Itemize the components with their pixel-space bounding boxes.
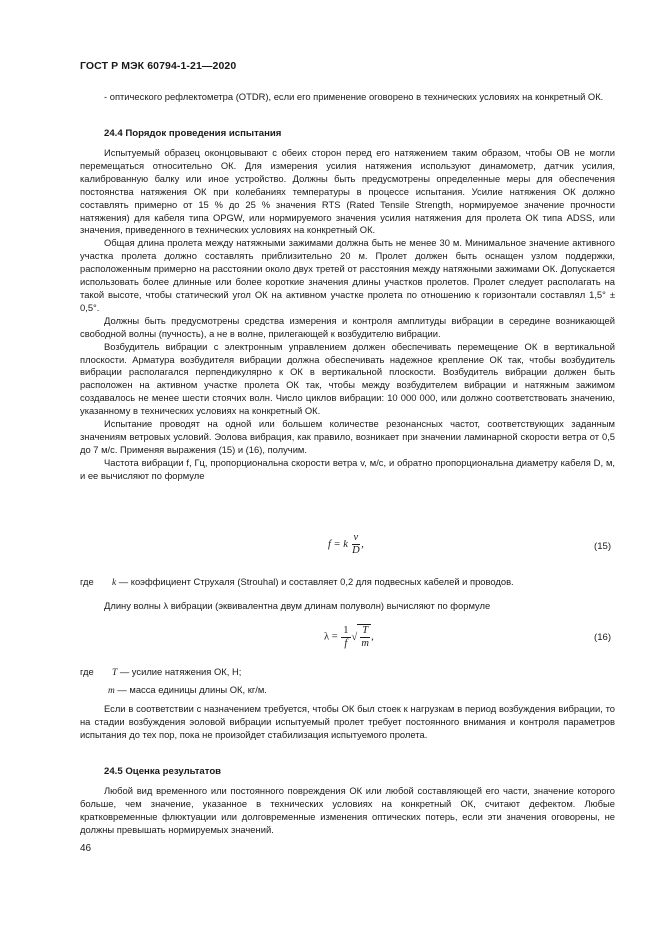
section-24-5-body — [80, 785, 615, 837]
fraction-denominator: m — [361, 638, 369, 649]
fraction-numerator: v — [353, 532, 359, 543]
section-24-5-heading: 24.5 Оценка результатов — [104, 766, 222, 777]
fraction-denominator: f — [344, 637, 348, 649]
formula-tail: , — [361, 538, 364, 550]
paragraph: Должны быть предусмотрены средства измерения и контроля амплитуды вибрации в середине возникающей свободной волны (пучность), а не в волне, прилегающей к возбудителю вибрации. — [80, 314, 615, 339]
where-label: где — [80, 666, 94, 677]
formula-16 — [324, 624, 374, 650]
paragraph: Если в соответствии с назначением требуется, чтобы ОК был стоек к нагрузкам в период возбуждения вибрации, то на стадии возбуждения эоловой вибрации испытуемый пролет требует постоянного внимания и контроля параметров испытания до тех пор, пока не произойдет стабилизация испытуемого пролета. — [80, 703, 615, 740]
formula-lhs: f = k — [328, 538, 348, 550]
radical-sign-icon: √ — [351, 631, 358, 643]
equation-number-15: (15) — [594, 541, 612, 552]
page-number: 46 — [80, 843, 92, 854]
closing-block — [80, 703, 615, 742]
intro-paragraph: - оптического рефлектометра (OTDR), если его применение оговорено в технических условиях на конкретный ОК. — [104, 91, 604, 102]
where-label: где — [80, 576, 94, 587]
definition-text: — усилие натяжения ОК, Н; — [119, 666, 242, 677]
paragraph: Частота вибрации f, Гц, пропорциональна скорости ветра v, м/с, и обратно пропорциональна диаметру кабеля D, м, и ее вычисляют по формуле — [80, 456, 615, 481]
fraction — [352, 532, 361, 557]
fraction-denominator: D — [352, 545, 360, 556]
formula-lhs: λ = — [324, 631, 338, 643]
equation-number-16: (16) — [594, 632, 612, 643]
paragraph: Общая длина пролета между натяжными зажимами должна быть не менее 30 м. Минимальное значение активного участка пролета должно составлять приблизительно 20 м. Пролет должен быть оснащен узлом поддержки, расположенным примерно на расстоянии около двух третей от расстояния между натяжными зажимами ОК. Допускается использовать более длинные или более короткие значения длины участков пролетов. Пролет следует располагать на такой высоте, чтобы статический угол ОК на активном участке пролета по отношению к горизонтали составлял 1,5° ± 0,5°. — [80, 237, 615, 313]
document-header: ГОСТ Р МЭК 60794-1-21—2020 — [80, 60, 237, 72]
definition-text: — масса единицы длины ОК, кг/м. — [117, 684, 267, 695]
formula-15 — [328, 532, 364, 557]
fraction — [360, 625, 370, 650]
where-definition-m — [108, 684, 267, 696]
section-24-4-body — [80, 147, 615, 483]
symbol: m — [108, 686, 115, 696]
paragraph: Возбудитель вибрации с электронным управлением должен обеспечивать перемещение ОК в вертикальной плоскости. Арматура возбудителя вибрации должна обеспечивать надежное крепление ОК так, чтобы возбудитель вибрации располагался перпендикулярно к ОК в вертикальной плоскости. Возбудитель вибрации должен быть расположен на активном участке пролета ОК так, чтобы между возбудителем вибрации и натяжным зажимом создавалось не менее шести стоячих волн. Число циклов вибрации: 10 000 000, или должно соответствовать значению, указанному в технических условиях на конкретный ОК. — [80, 340, 615, 417]
symbol: T — [112, 668, 118, 678]
wavelength-block — [80, 600, 615, 613]
fraction-numerator: 1 — [343, 624, 349, 636]
paragraph: Испытуемый образец оконцовывают с обеих сторон перед его натяжением таким образом, чтобы ОВ не могли перемещаться относительно ОК. Для измерения усилия натяжения используют динамометр, датчик усилия, калиброванную балку или иное устройство. Должны быть предусмотрены определенные меры для обеспечения постоянства натяжения ОК при колебаниях температуры в процессе испытания. Усилие натяжения ОК должно составлять примерно от 15 % до 25 % значения RTS (Rated Tensile Strength, нормируемое значение прочности натяжения) для кабеля типа OPGW, или нормируемого значения усилия натяжения для пролета ОК типа ADSS, или значения, приведенного в технических условиях на конкретный ОК. — [80, 147, 615, 236]
where-definition-t — [112, 666, 241, 678]
formula-tail: , — [371, 631, 374, 643]
definition-text: — коэффициент Струхаля (Strouhal) и составляет 0,2 для подвесных кабелей и проводов. — [118, 576, 514, 587]
fraction-numerator: T — [362, 625, 369, 636]
section-24-4-heading: 24.4 Порядок проведения испытания — [104, 128, 282, 139]
fraction — [341, 625, 350, 650]
paragraph: Любой вид временного или постоянного повреждения ОК или любой составляющей его части, значение которого больше, чем значение, указанное в технических условиях на конкретный ОК, считают дефектом. Любые кратковременные флюктуации или долговременные изменения оптических потерь, если эти значения оговорены, не должны превышать нормируемых значений. — [80, 785, 615, 835]
paragraph: Длину волны λ вибрации (эквивалентна двум длинам полуволн) вычисляют по формуле — [104, 600, 491, 611]
intro-block — [80, 91, 615, 104]
where-definition-k — [112, 576, 514, 588]
square-root — [352, 624, 372, 650]
symbol: k — [112, 578, 117, 588]
paragraph: Испытание проводят на одной или большем количестве резонансных частот, соответствующих заданным значениям ветровых условий. Эолова вибрация, как правило, возникает при значении ламинарной скорости ветра от 0,5 до 7 м/с. Применяя выражения (15) и (16), получим. — [80, 418, 615, 455]
